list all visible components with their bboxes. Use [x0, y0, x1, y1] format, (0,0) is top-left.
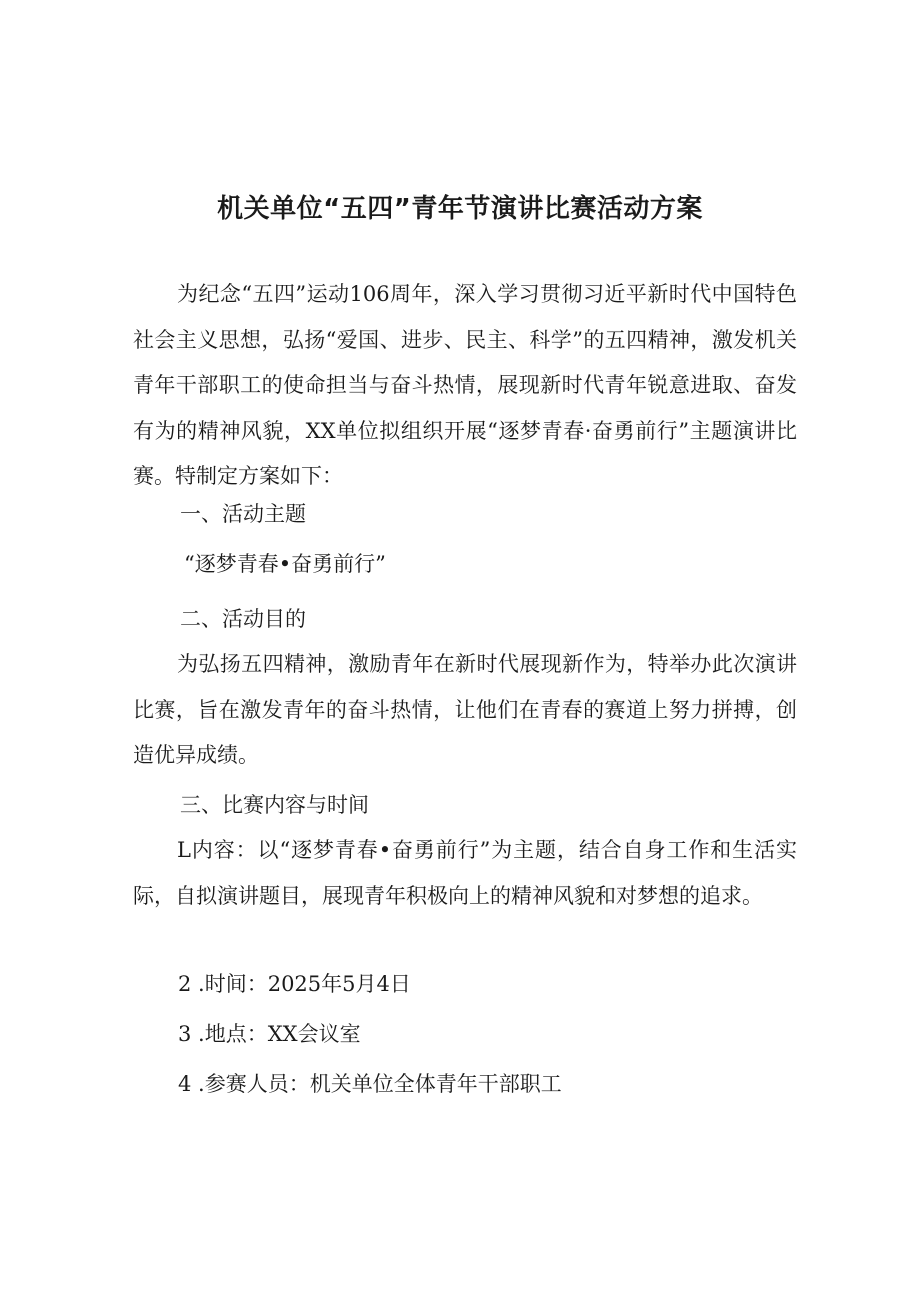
- section-heading-theme: 一、活动主题: [180, 502, 306, 526]
- list-item-participants: 4 .参赛人员：机关单位全体青年干部职工: [178, 1072, 562, 1096]
- list-item-content: L内容：以“逐梦青春•奋勇前行”为主题，结合自身工作和生活实际，自拟演讲题目，展现青年积极向上的精神风貌和对梦想的追求。: [133, 838, 797, 908]
- list-item-time: 2 .时间：2025年5月4日: [178, 972, 411, 996]
- section-heading-purpose: 二、活动目的: [180, 607, 306, 631]
- section-heading-content-time: 三、比赛内容与时间: [180, 793, 369, 817]
- list-item-location: 3 .地点：XX会议室: [178, 1022, 361, 1046]
- theme-text: “逐梦青春•奋勇前行”: [184, 552, 386, 576]
- purpose-paragraph: 为弘扬五四精神，激励青年在新时代展现新作为，特举办此次演讲比赛，旨在激发青年的奋斗热情，让他们在青春的赛道上努力拼搏，创造优异成绩。: [133, 652, 797, 767]
- document-title: 机关单位“五四”青年节演讲比赛活动方案: [217, 194, 703, 225]
- intro-paragraph: 为纪念“五四”运动106周年，深入学习贯彻习近平新时代中国特色社会主义思想，弘扬“爱国、进步、民主、科学”的五四精神，激发机关青年干部职工的使命担当与奋斗热情，展现新时代青年锐意进取、奋发有为的精神风貌，XX单位拟组织开展“逐梦青春·奋勇前行”主题演讲比赛。特制定方案如下：: [133, 282, 797, 488]
